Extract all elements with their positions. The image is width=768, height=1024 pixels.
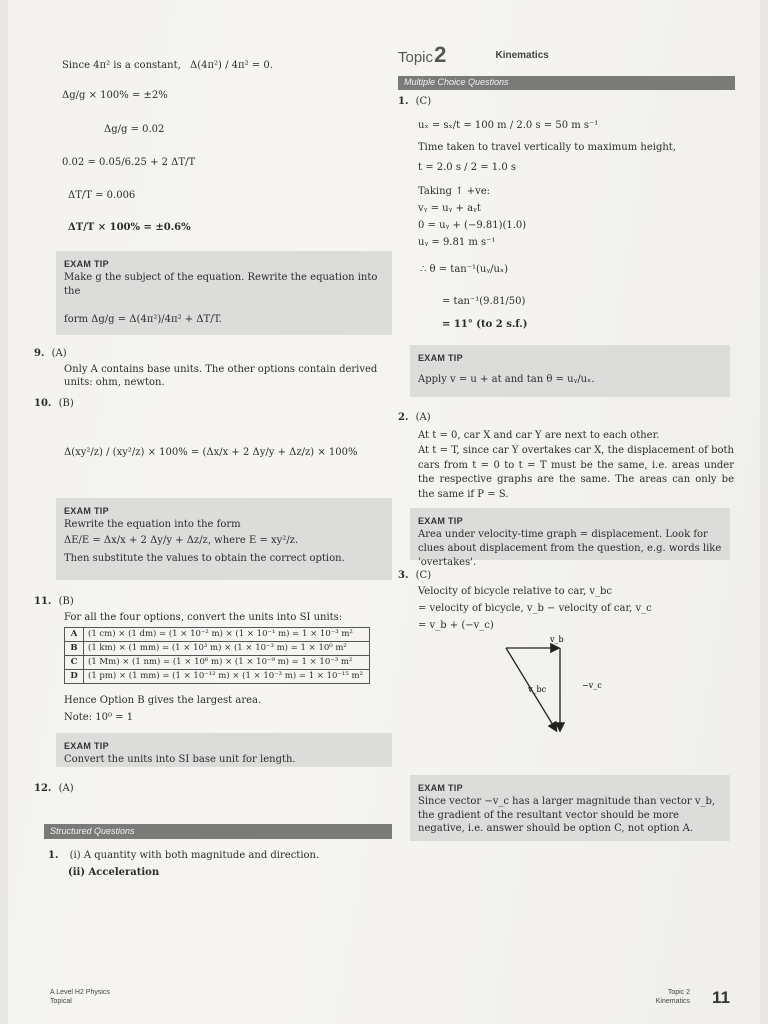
structured-question-1-ii: (ii) Acceleration [68, 867, 160, 878]
vector-diagram [498, 630, 618, 750]
question-3: 3. (C) [398, 570, 432, 581]
page-number: 11 [712, 988, 730, 1007]
exam-tip-r2: EXAM TIP Area under velocity-time graph = displacement. Look for clues about displacement from the question, e.g. words like 'overtakes'. [410, 508, 730, 560]
textbook-page [8, 0, 760, 1024]
footer-book-title: A Level H2 Physics Topical [50, 989, 110, 1005]
row-text: (1 Mm) × (1 nm) = (1 × 10⁶ m) × (1 × 10⁻⁹ m) = 1 × 10⁻³ m² [84, 656, 370, 670]
q3-line-2: = velocity of bicycle, v_b − velocity of car, v_c [418, 603, 652, 614]
q3-line-3: = v_b + (−v_c) [418, 620, 494, 631]
eq-substitution: 0.02 = 0.05/6.25 + 2 ΔT/T [62, 157, 196, 168]
exam-tip-2: EXAM TIP Rewrite the equation into the form ΔE/E = Δx/x + 2 Δy/y + Δz/z, where E = xy²/z. Then substitute the values to obtain the correct option. [56, 498, 392, 580]
row-text: (1 pm) × (1 mm) = (1 × 10⁻¹² m) × (1 × 10⁻³ m) = 1 × 10⁻¹⁵ m² [84, 670, 370, 684]
row-text: (1 km) × (1 mm) = (1 × 10³ m) × (1 × 10⁻³ m) = 1 × 10⁰ m² [84, 642, 370, 656]
q1-time-eq: t = 2.0 s / 2 = 1.0 s [418, 162, 517, 173]
units-table-row [65, 628, 370, 642]
row-text: (1 cm) × (1 dm) = (1 × 10⁻² m) × (1 × 10⁻¹ m) = 1 × 10⁻³ m² [84, 628, 370, 642]
question-9: 9. (A) Only A contains base units. The other options contain derived units: ohm, newton. [34, 348, 378, 388]
q2-line-1: At t = 0, car X and car Y are next to each other. [418, 430, 660, 441]
q1-angle-formula: ∴ θ = tan⁻¹(uᵧ/uₓ) [420, 264, 509, 275]
question-11-text: For all the four options, convert the units into SI units: [64, 612, 343, 623]
q3-line-1: Velocity of bicycle relative to car, v_bc [418, 586, 613, 597]
question-11-note: Note: 10⁰ = 1 [64, 712, 134, 723]
structured-questions-bar: Structured Questions [44, 824, 392, 839]
footer-topic: Topic 2 Kinematics [655, 989, 690, 1005]
q1-horizontal-velocity: uₓ = sₓ/t = 100 m / 2.0 s = 50 m s⁻¹ [418, 120, 599, 131]
question-2: 2. (A) [398, 412, 431, 423]
exam-tip-text: Make g the subject of the equation. Rewrite the equation into the [64, 272, 378, 297]
row-key: C [65, 656, 84, 670]
row-key: D [65, 670, 84, 684]
eq-t-percent: ΔT/T × 100% = ±0.6% [68, 222, 191, 233]
exam-tip-r3: EXAM TIP Since vector −v_c has a larger magnitude than vector v_b, the gradient of the resultant vector should be more negative, i.e. answer should be option C, not option A. [410, 775, 730, 841]
vbc-label: v_bc [528, 685, 547, 694]
structured-question-1: 1. (i) A quantity with both magnitude and direction. [48, 850, 320, 861]
q2-line-2: At t = T, since car Y overtakes car X, the displacement of both cars from t = 0 to t = T must be the same, i.e. areas under the respective graphs are the same. The areas can only be the same if P = S. [418, 445, 734, 500]
eq-t-fraction: ΔT/T = 0.006 [68, 190, 136, 201]
exam-tip-r1: EXAM TIP Apply v = u + at and tan θ = uᵧ/uₓ. [410, 345, 730, 397]
eq-relative-uncertainty: Δ(xy²/z) / (xy²/z) × 100% = (Δx/x + 2 Δy/y + Δz/z) × 100% [64, 447, 358, 458]
q1-substitution: 0 = uᵧ + (−9.81)(1.0) [418, 220, 527, 231]
topic-header: Topic 2 $^{Kinematics}$ [398, 42, 549, 67]
eq-percent-g: Δg/g × 100% = ±2% [62, 90, 168, 101]
q1-vertical-velocity: uᵧ = 9.81 m s⁻¹ [418, 237, 496, 248]
q1-time-text: Time taken to travel vertically to maximum height, [418, 142, 676, 153]
question-10: 10. (B) [34, 398, 74, 409]
q1-sign-convention: Taking ↑ +ve: [418, 186, 491, 197]
vc-label: −v_c [582, 681, 602, 690]
row-key: B [65, 642, 84, 656]
q1-kinematic-eq: vᵧ = uᵧ + aᵧt [418, 203, 481, 214]
row-key: A [65, 628, 84, 642]
question-1: 1. (C) [398, 96, 432, 107]
units-table-row [65, 670, 370, 684]
question-11-hence: Hence Option B gives the largest area. [64, 695, 262, 706]
q1-angle-substitution: = tan⁻¹(9.81/50) [442, 296, 526, 307]
since-line: Since 4π² is a constant, Δ(4π²) / 4π² = 0. [62, 60, 273, 71]
exam-tip-1 [56, 251, 392, 335]
exam-tip-heading: EXAM TIP [64, 259, 109, 269]
exam-tip-3: EXAM TIP Convert the units into SI base unit for length. [56, 733, 392, 767]
vb-label: v_b [550, 635, 564, 644]
eq-fraction-g: Δg/g = 0.02 [104, 124, 165, 135]
exam-tip-formula: form Δg/g = Δ(4π²)/4π² + ΔT/T. [64, 314, 222, 325]
q1-angle-result: = 11° (to 2 s.f.) [442, 319, 528, 330]
mcq-bar: Multiple Choice Questions [398, 76, 735, 90]
units-table-row [65, 642, 370, 656]
question-11: 11. (B) [34, 596, 74, 607]
units-table-row [65, 656, 370, 670]
question-12: 12. (A) [34, 783, 74, 794]
units-table [64, 627, 370, 684]
